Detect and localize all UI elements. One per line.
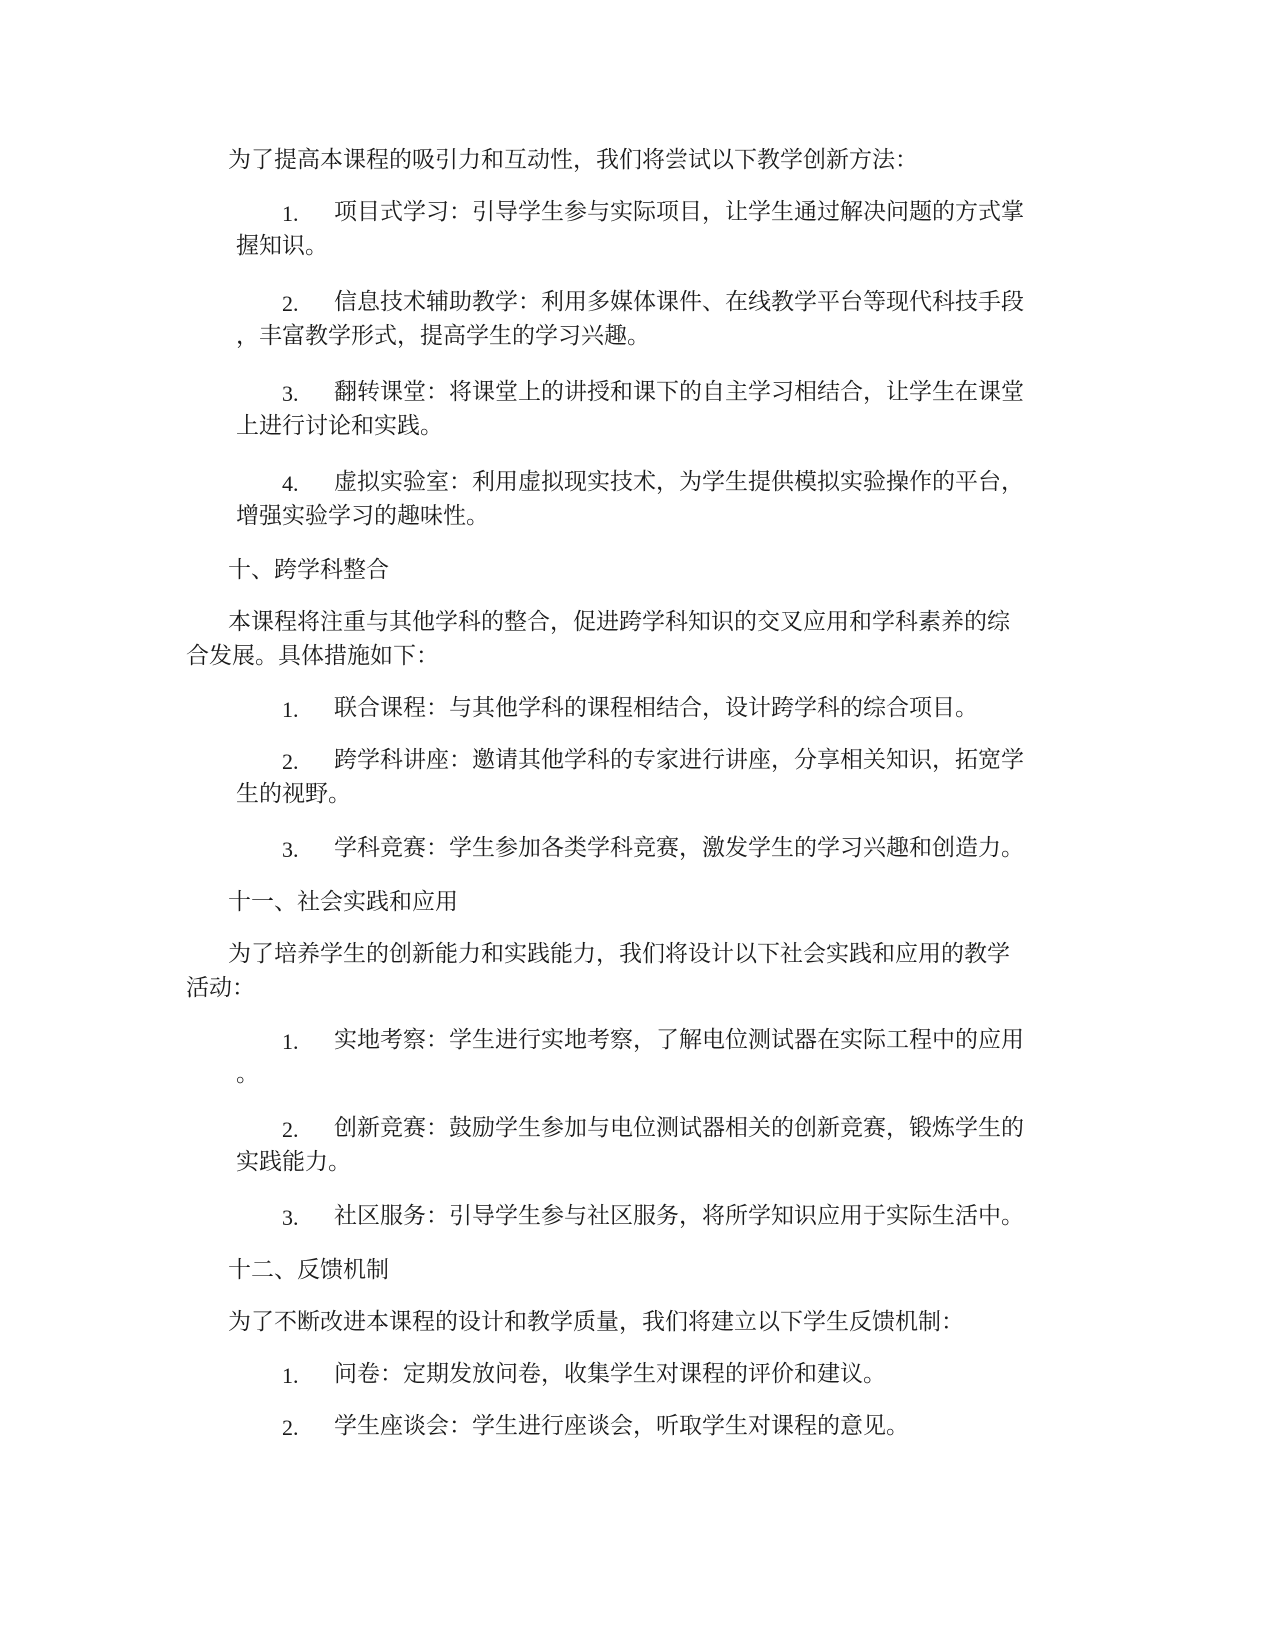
paragraph-intro: 为了提高本课程的吸引力和互动性，我们将尝试以下教学创新方法： <box>228 147 918 173</box>
list-item-text: 信息技术辅助教学：利用多媒体课件、在线教学平台等现代科技手段 <box>334 289 1024 315</box>
list-number: 2. <box>282 1415 299 1440</box>
paragraph-intro: 为了不断改进本课程的设计和教学质量，我们将建立以下学生反馈机制： <box>228 1309 964 1335</box>
list-item-text: 跨学科讲座：邀请其他学科的专家进行讲座，分享相关知识，拓宽学 <box>334 747 1024 773</box>
section-heading: 十一、社会实践和应用 <box>228 889 458 915</box>
list-number: 1. <box>282 1363 299 1388</box>
list-item-text: 联合课程：与其他学科的课程相结合，设计跨学科的综合项目。 <box>334 695 978 721</box>
list-number: 3. <box>282 381 299 406</box>
section-heading: 十、跨学科整合 <box>228 557 389 583</box>
list-number: 1. <box>282 1029 299 1054</box>
paragraph-intro: 为了培养学生的创新能力和实践能力，我们将设计以下社会实践和应用的教学 <box>228 941 1010 967</box>
list-item-text-cont: 握知识。 <box>236 233 328 259</box>
list-item-text: 学科竞赛：学生参加各类学科竞赛，激发学生的学习兴趣和创造力。 <box>334 835 1024 861</box>
section-heading: 十二、反馈机制 <box>228 1257 389 1283</box>
list-number: 4. <box>282 471 299 496</box>
list-item-text: 创新竞赛：鼓励学生参加与电位测试器相关的创新竞赛，锻炼学生的 <box>334 1115 1024 1141</box>
list-item-text: 社区服务：引导学生参与社区服务，将所学知识应用于实际生活中。 <box>334 1203 1024 1229</box>
list-item-text: 项目式学习：引导学生参与实际项目，让学生通过解决问题的方式掌 <box>334 199 1024 225</box>
list-number: 2. <box>282 291 299 316</box>
list-item-text-cont: ，丰富教学形式，提高学生的学习兴趣。 <box>236 323 650 349</box>
list-number: 3. <box>282 837 299 862</box>
list-item-text: 虚拟实验室：利用虚拟现实技术，为学生提供模拟实验操作的平台， <box>334 469 1024 495</box>
list-item-text: 翻转课堂：将课堂上的讲授和课下的自主学习相结合，让学生在课堂 <box>334 379 1024 405</box>
list-number: 2. <box>282 749 299 774</box>
list-item-text: 学生座谈会：学生进行座谈会，听取学生对课程的意见。 <box>334 1413 909 1439</box>
paragraph-intro-cont: 活动： <box>186 975 255 1001</box>
list-item-text: 问卷：定期发放问卷，收集学生对课程的评价和建议。 <box>334 1361 886 1387</box>
list-number: 1. <box>282 201 299 226</box>
list-item-text-cont: 生的视野。 <box>236 781 351 807</box>
list-item-text: 实地考察：学生进行实地考察，了解电位测试器在实际工程中的应用 <box>334 1027 1024 1053</box>
list-item-text-cont: 增强实验学习的趣味性。 <box>236 503 489 529</box>
list-item-text-cont: 。 <box>236 1061 259 1087</box>
list-item-text-cont: 上进行讨论和实践。 <box>236 413 443 439</box>
list-number: 1. <box>282 697 299 722</box>
paragraph-intro-cont: 合发展。具体措施如下： <box>186 643 439 669</box>
list-item-text-cont: 实践能力。 <box>236 1149 351 1175</box>
list-number: 2. <box>282 1117 299 1142</box>
list-number: 3. <box>282 1205 299 1230</box>
paragraph-intro: 本课程将注重与其他学科的整合，促进跨学科知识的交叉应用和学科素养的综 <box>228 609 1010 635</box>
